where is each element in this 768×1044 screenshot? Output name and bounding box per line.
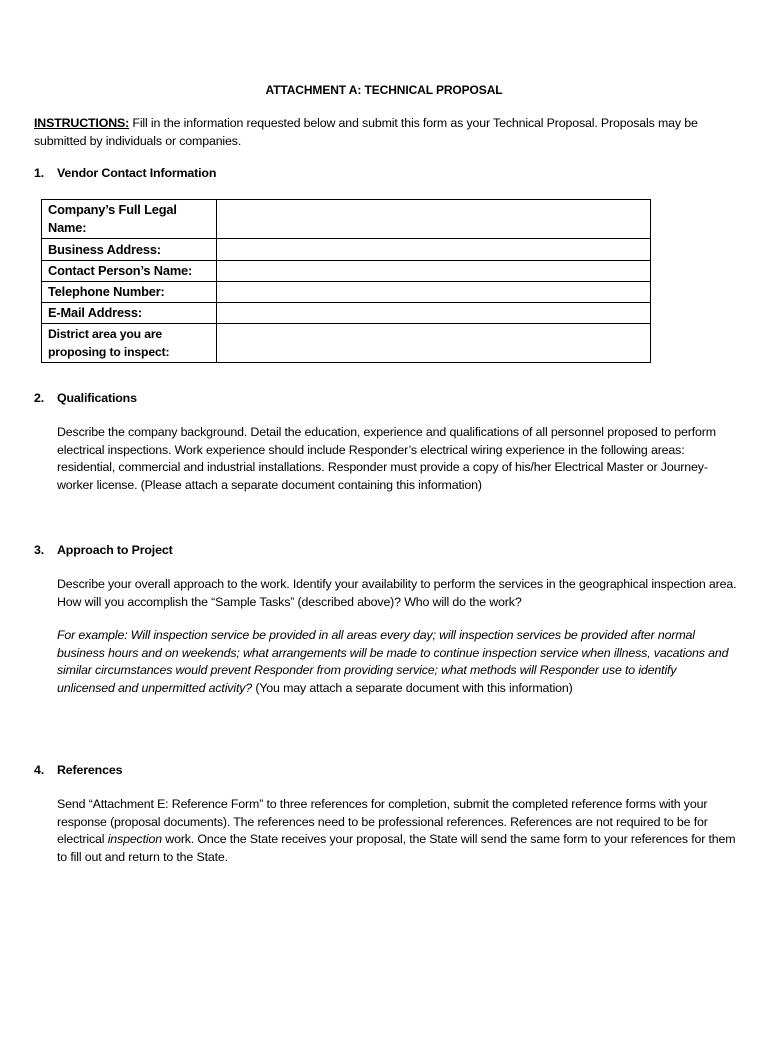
- table-row-district-area: [42, 324, 651, 363]
- business-address-field[interactable]: [217, 239, 651, 261]
- telephone-field[interactable]: [217, 282, 651, 303]
- section-3-heading: [34, 543, 173, 557]
- company-name-label: Company’s Full Legal Name:: [42, 200, 217, 239]
- instructions-paragraph: [34, 115, 739, 150]
- contact-person-label: Contact Person’s Name:: [42, 261, 217, 282]
- section-title: Vendor Contact Information: [57, 166, 217, 180]
- district-area-input[interactable]: [217, 335, 650, 352]
- vendor-contact-table: [41, 199, 651, 363]
- table-row-telephone: [42, 282, 651, 303]
- email-label: E-Mail Address:: [42, 303, 217, 324]
- company-name-field[interactable]: [217, 200, 651, 239]
- section-title: Qualifications: [57, 391, 137, 405]
- table-row-business-address: [42, 239, 651, 261]
- business-address-input[interactable]: [217, 241, 650, 258]
- instructions-label: INSTRUCTIONS:: [34, 116, 130, 130]
- section-number: 2.: [34, 391, 45, 405]
- instructions-text: Fill in the information requested below and submit this form as your Technical Proposal. Proposals may be submitted by individuals or companies.: [34, 116, 698, 148]
- table-row-company-name: [42, 200, 651, 239]
- district-area-field[interactable]: [217, 324, 651, 363]
- table-row-contact-person: [42, 261, 651, 282]
- approach-body: Describe your overall approach to the work. Identify your availability to perform the services in the geographical inspection area. How will you accomplish the “Sample Tasks” (described above)? Who will do the work?: [57, 577, 737, 609]
- contact-person-field[interactable]: [217, 261, 651, 282]
- section-2-heading: [34, 391, 137, 405]
- section-title: References: [57, 763, 123, 777]
- company-name-input[interactable]: [217, 211, 650, 228]
- references-text-1: Send “Attachment E: Reference Form” to three references for completion, submit the completed reference forms with your response (proposal documents). The references need to be professional references. References are not required to be for electrical: [57, 797, 708, 847]
- section-4-heading: [34, 763, 122, 777]
- contact-person-input[interactable]: [217, 263, 650, 280]
- section-number: 3.: [34, 543, 45, 557]
- section-number: 4.: [34, 763, 45, 777]
- approach-example-italic: For example: Will inspection service be provided in all areas every day; will inspection services be provided after normal business hours and on weekends; what arrangements will be made to continue inspection service when illness, vacations and similar circumstances would prevent Responder from providing service; what methods will Responder use to identify unlicensed and unpermitted activity?: [57, 628, 729, 695]
- section-1-heading: [34, 166, 216, 180]
- email-field[interactable]: [217, 303, 651, 324]
- district-area-label: District area you are proposing to inspect:: [42, 324, 217, 363]
- references-body: [57, 796, 737, 866]
- qualifications-body: Describe the company background. Detail the education, experience and qualifications of all personnel proposed to perform electrical inspections. Work experience should include Responder’s electrical wiring experience in the following areas: residential, commercial and industrial installations. Responder must provide a copy of his/her Electrical Master or Journey-worker license. (Please attach a separate document containing this information): [57, 425, 716, 492]
- document-title: ATTACHMENT A: TECHNICAL PROPOSAL: [265, 83, 503, 97]
- approach-example-tail: (You may attach a separate document with this information): [252, 680, 573, 695]
- section-title: Approach to Project: [57, 543, 173, 557]
- section-number: 1.: [34, 166, 45, 180]
- references-text-italic: inspection: [107, 832, 162, 847]
- telephone-label: Telephone Number:: [42, 282, 217, 303]
- business-address-label: Business Address:: [42, 239, 217, 261]
- table-row-email: [42, 303, 651, 324]
- telephone-input[interactable]: [217, 284, 650, 301]
- approach-example: [57, 627, 737, 697]
- references-text-2: work. Once the State receives your proposal, the State will send the same form to your references for them to fill out and return to the State.: [57, 832, 736, 864]
- email-input[interactable]: [217, 305, 650, 322]
